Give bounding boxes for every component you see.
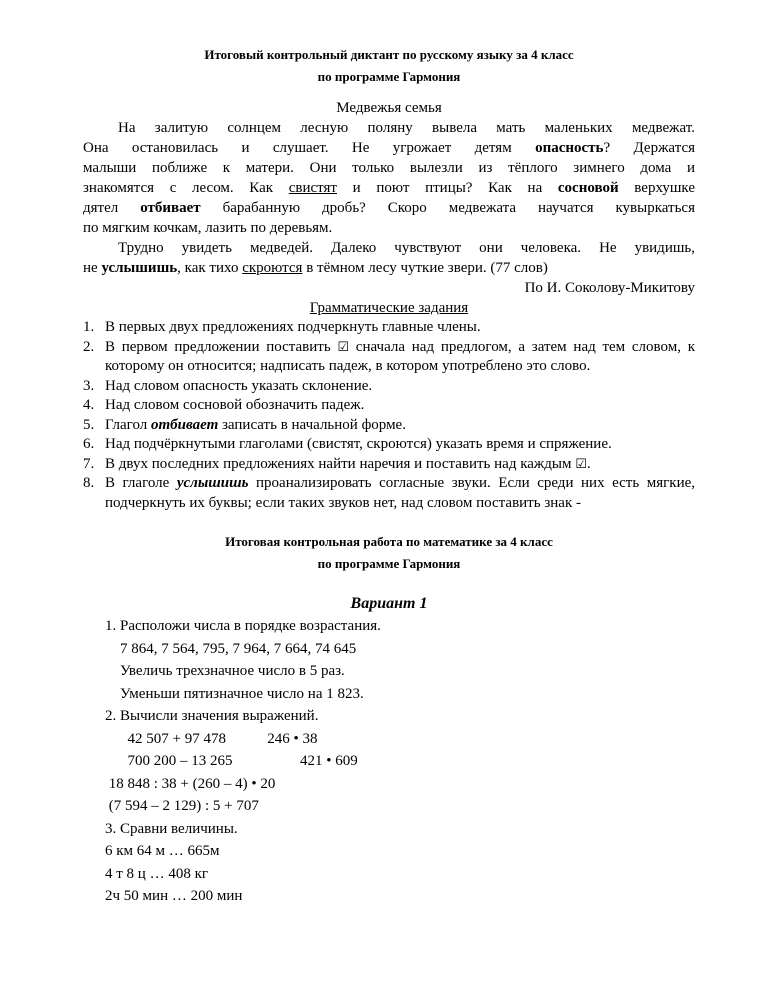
text-run: В двух последних предложениях найти наречия и поставить над каждым bbox=[105, 455, 576, 472]
text-run: барабанную дробь? Скоро медвежата научатся кувыркаться bbox=[200, 200, 695, 216]
story-paragraph-1 bbox=[83, 118, 695, 238]
list-item bbox=[83, 435, 695, 455]
text-run: . bbox=[586, 455, 591, 472]
math-line: Увеличь трехзначное число в 5 раз. bbox=[105, 663, 345, 679]
task-text: Над словом опасность указать склонение. bbox=[105, 377, 373, 394]
underlined-word: свистят bbox=[288, 180, 337, 196]
list-item bbox=[83, 318, 695, 338]
math-line: 1. Расположи числа в порядке возрастания. bbox=[105, 618, 381, 634]
bold-word: услышишь bbox=[101, 260, 178, 276]
story-paragraph-2 bbox=[83, 238, 695, 278]
text-run: и поют птицы? Как на bbox=[336, 180, 558, 196]
math-line: 3. Сравни величины. bbox=[105, 820, 238, 837]
task-text bbox=[105, 474, 695, 513]
math-test-title bbox=[83, 531, 695, 575]
bold-italic-word: услышишь bbox=[176, 475, 249, 491]
bold-word: опасность bbox=[535, 140, 604, 156]
math-line: 42 507 + 97 478 246 • 38 bbox=[105, 730, 318, 747]
grammar-task-list bbox=[83, 318, 695, 513]
checkbox-icon: ☑ bbox=[337, 339, 350, 355]
bold-word: отбивает bbox=[140, 200, 201, 216]
story-line: На залитую солнцем лесную поляну вывела мать маленьких медвежат. bbox=[118, 120, 695, 136]
list-item bbox=[83, 396, 695, 416]
text-run: Глагол bbox=[105, 416, 152, 433]
task-number: 2. bbox=[83, 338, 95, 355]
story-line bbox=[83, 138, 695, 158]
task-number: 3. bbox=[83, 377, 95, 394]
dictation-title-line2: по программе Гармония bbox=[317, 69, 461, 84]
math-line: 4 т 8 ц … 408 кг bbox=[105, 865, 209, 882]
math-line: 2ч 50 мин … 200 мин bbox=[105, 888, 243, 904]
story-line: Трудно увидеть медведей. Далеко чувствуют они человека. Не увидишь, bbox=[118, 240, 695, 256]
variant-heading: Вариант 1 bbox=[350, 595, 428, 612]
math-line: 6 км 64 м … 665м bbox=[105, 843, 220, 859]
story-line: малыши поближе к матери. Они только вылезли из тёплого зимнего дома и bbox=[83, 160, 695, 176]
story-line: по мягким кочкам, лазить по деревьям. bbox=[83, 220, 333, 236]
math-tasks bbox=[83, 615, 695, 908]
story-line bbox=[83, 198, 695, 218]
list-item bbox=[83, 377, 695, 397]
text-run: , как тихо bbox=[177, 260, 243, 276]
text-run: в тёмном лесу чуткие звери. (77 слов) bbox=[302, 260, 548, 276]
dictation-title-line1: Итоговый контрольный диктант по русскому языку за 4 класс bbox=[204, 47, 574, 62]
text-run: Она остановилась и слушает. Не угрожает детям bbox=[83, 140, 536, 156]
math-line: Уменьши пятизначное число на 1 823. bbox=[105, 685, 364, 702]
task-number: 4. bbox=[83, 397, 95, 413]
math-title-line2: по программе Гармония bbox=[317, 556, 461, 571]
list-item bbox=[83, 474, 695, 513]
story-author: По И. Соколову-Микитову bbox=[524, 280, 695, 296]
math-line: 18 848 : 38 + (260 – 4) • 20 bbox=[105, 775, 276, 792]
task-number: 7. bbox=[83, 455, 95, 472]
list-item bbox=[83, 338, 695, 377]
text-run: верхушке bbox=[618, 180, 695, 196]
checkbox-icon: ☑ bbox=[575, 456, 587, 472]
task-number: 1. bbox=[83, 319, 95, 335]
story-title: Медвежья семья bbox=[336, 100, 442, 116]
task-text: Над подчёркнутыми глаголами (свистят, скроются) указать время и спряжение. bbox=[105, 436, 612, 452]
underlined-word: скроются bbox=[242, 260, 303, 276]
story-line bbox=[83, 178, 695, 198]
grammar-tasks-title: Грамматические задания bbox=[309, 300, 469, 316]
text-run: В первом предложении поставить bbox=[105, 338, 338, 355]
text-run: знакомятся с лесом. Как bbox=[83, 180, 289, 196]
task-text bbox=[105, 455, 695, 475]
text-run: сначала над предлогом, а затем над тем словом, к которому он относится; надписать падеж, в котором употреблено это слово. bbox=[105, 338, 695, 374]
task-number: 8. bbox=[83, 475, 95, 491]
text-run: записать в начальной форме. bbox=[218, 416, 406, 433]
text-run: проанализировать согласные звуки. Если среди них есть мягкие, подчеркнуть их буквы; если таких звуков нет, над словом поставить знак - bbox=[105, 475, 695, 511]
math-line: 7 864, 7 564, 795, 7 964, 7 664, 74 645 bbox=[105, 640, 357, 657]
task-number: 5. bbox=[83, 416, 95, 433]
math-line: (7 594 – 2 129) : 5 + 707 bbox=[105, 798, 259, 814]
document-page bbox=[83, 44, 695, 908]
bold-word: сосновой bbox=[557, 180, 619, 196]
list-item bbox=[83, 416, 695, 436]
list-item bbox=[83, 455, 695, 475]
story-line bbox=[83, 258, 695, 278]
dictation-title bbox=[83, 44, 695, 88]
bold-italic-word: отбивает bbox=[151, 416, 219, 433]
text-run: дятел bbox=[83, 200, 141, 216]
task-text: Над словом сосновой обозначить падеж. bbox=[105, 397, 365, 413]
math-title-line1: Итоговая контрольная работа по математике за 4 класс bbox=[225, 534, 553, 549]
math-line: 700 200 – 13 265 421 • 609 bbox=[105, 753, 358, 769]
text-run: В глаголе bbox=[105, 475, 177, 491]
task-text: В первых двух предложениях подчеркнуть главные члены. bbox=[105, 319, 481, 335]
text-run: не bbox=[83, 260, 102, 276]
task-number: 6. bbox=[83, 436, 95, 452]
task-text bbox=[105, 338, 695, 377]
task-text bbox=[105, 416, 695, 436]
math-line: 2. Вычисли значения выражений. bbox=[105, 708, 319, 724]
text-run: ? Держатся bbox=[603, 140, 695, 156]
